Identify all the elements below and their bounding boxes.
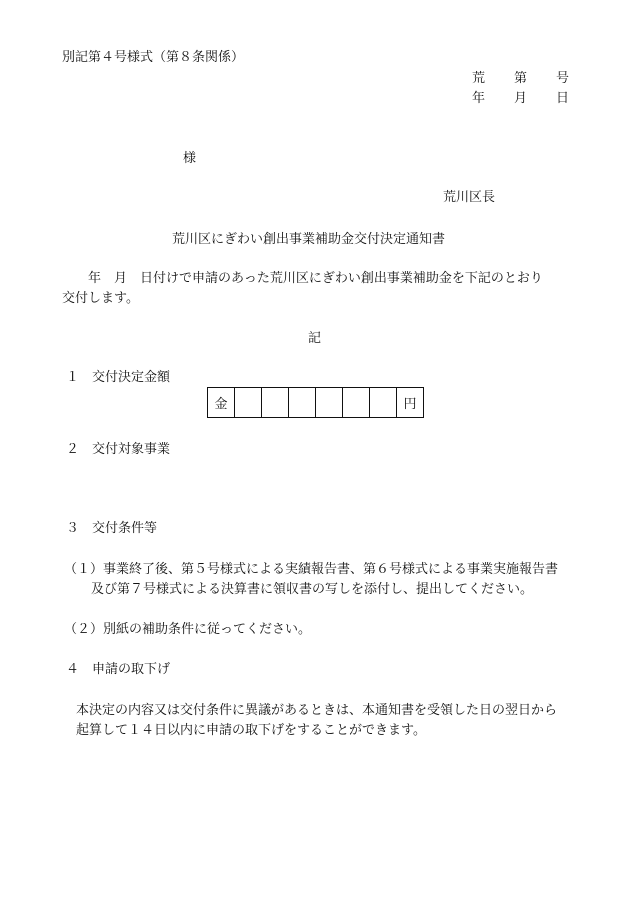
amount-suffix: 円 bbox=[397, 388, 424, 417]
withdrawal-line-1: 本決定の内容又は交付条件に異議があるときは、本通知書を受領した日の翌日から bbox=[76, 703, 558, 718]
doc-date-year: 年 bbox=[472, 91, 486, 106]
issuer: 荒川区長 bbox=[443, 190, 496, 205]
doc-number-dai: 第 bbox=[514, 71, 528, 86]
section-1-heading: １ 交付決定金額 bbox=[66, 370, 171, 385]
amount-digit-cell bbox=[343, 388, 370, 417]
doc-number-prefix: 荒 bbox=[472, 71, 486, 86]
section-3-heading: ３ 交付条件等 bbox=[66, 521, 158, 536]
withdrawal-line-2: 起算して１４日以内に申請の取下げをすることができます。 bbox=[76, 723, 426, 738]
body-line-1: 年 月 日付けで申請のあった荒川区にぎわい創出事業補助金を下記のとおり bbox=[88, 271, 543, 286]
addressee-sama: 様 bbox=[183, 151, 197, 166]
form-reference: 別記第４号様式（第８条関係） bbox=[62, 50, 245, 65]
amount-prefix: 金 bbox=[208, 388, 235, 417]
doc-date-day: 日 bbox=[556, 91, 570, 106]
amount-digit-cell bbox=[235, 388, 262, 417]
doc-date-month: 月 bbox=[514, 91, 528, 106]
doc-number-go: 号 bbox=[556, 71, 570, 86]
amount-digit-cell bbox=[262, 388, 289, 417]
condition-1-line-1: （１）事業終了後、第５号様式による実績報告書、第６号様式による事業実施報告書 bbox=[64, 562, 559, 577]
condition-2: （２）別紙の補助条件に従ってください。 bbox=[64, 622, 312, 637]
ki-heading: 記 bbox=[308, 331, 322, 346]
document-title: 荒川区にぎわい創出事業補助金交付決定通知書 bbox=[172, 232, 446, 247]
section-4-heading: ４ 申請の取下げ bbox=[66, 662, 171, 677]
condition-1-line-2: 及び第７号様式による決算書に領収書の写しを添付し、提出してください。 bbox=[91, 582, 534, 597]
body-line-2: 交付します。 bbox=[62, 291, 139, 306]
amount-digit-cell bbox=[289, 388, 316, 417]
amount-digit-cell bbox=[370, 388, 397, 417]
amount-box bbox=[207, 387, 424, 418]
section-2-heading: ２ 交付対象事業 bbox=[66, 442, 171, 457]
amount-digit-cell bbox=[316, 388, 343, 417]
